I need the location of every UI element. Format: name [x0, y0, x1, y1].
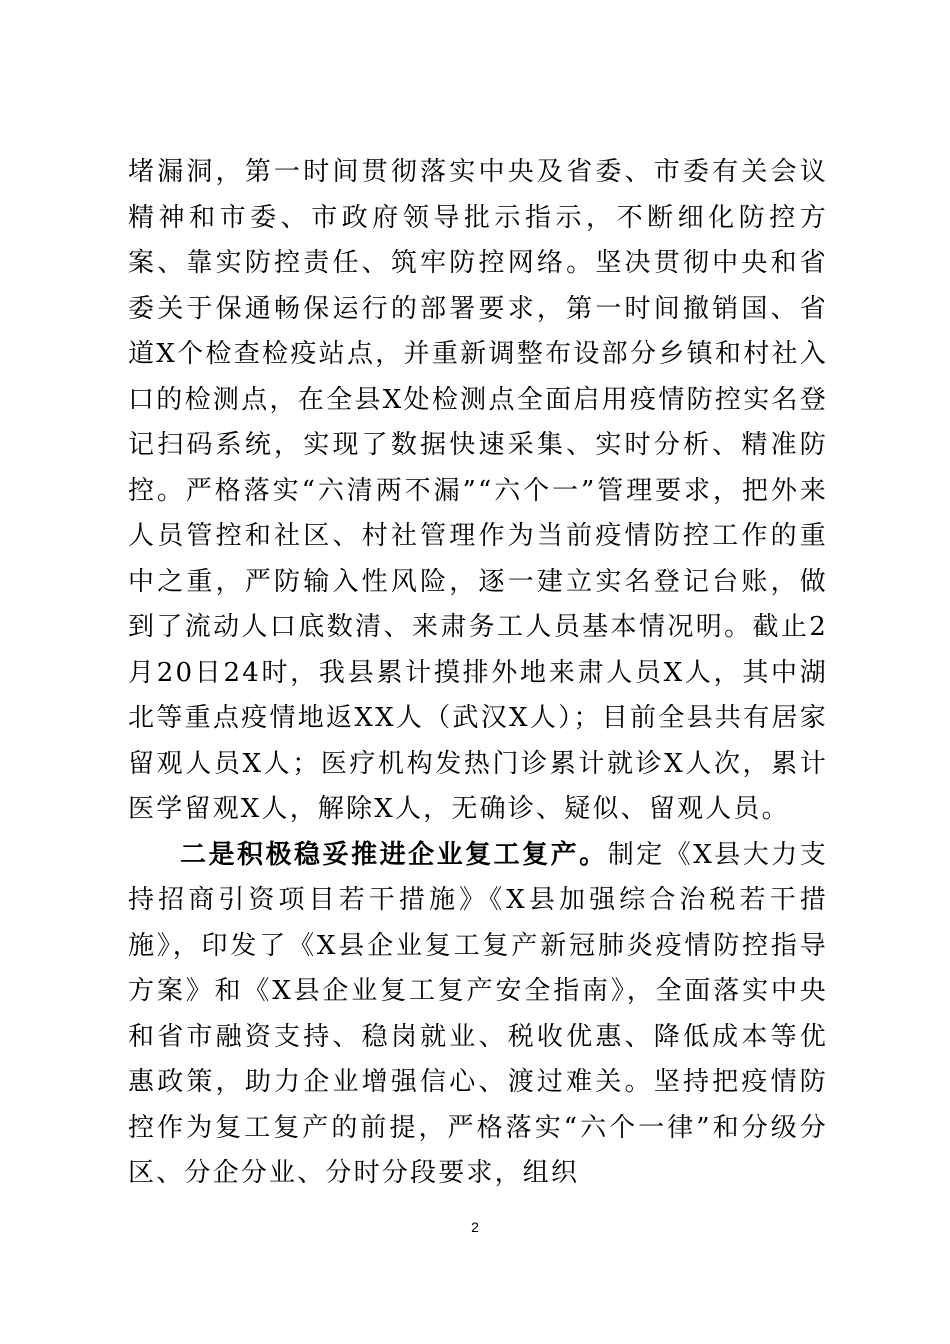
body-text — [128, 150, 828, 1197]
page-number: 2 — [471, 1219, 479, 1235]
paragraph-text: 制定《X县大力支持招商引资项目若干措施》《X县加强综合治税若干措施》，印发了《X县企业复工复产新冠肺炎疫情防控指导方案》和《X县企业复工复产安全指南》，全面落实中央和省市融资支持、稳岗就业、税收优惠、降低成本等优惠政策，助力企业增强信心、渡过难关。坚持把疫情防控作为复工复产的前提，严格落实“六个一律”和分级分区、分企分业、分时分段要求，组织 — [128, 839, 828, 1188]
paragraph-enterprise-resumption — [128, 833, 828, 1197]
paragraph-lead-heading: 二是积极稳妥推进企业复工复产。 — [180, 839, 608, 870]
paragraph-epidemic-control — [128, 150, 828, 833]
paragraph-text: 堵漏洞，第一时间贯彻落实中央及省委、市委有关会议精神和市委、市政府领导批示指示，不断细化防控方案、靠实防控责任、筑牢防控网络。坚决贯彻中央和省委关于保通畅保运行的部署要求，第一时间撤销国、省道X个检查检疫站点，并重新调整布设部分乡镇和村社入口的检测点，在全县X处检测点全面启用疫情防控实名登记扫码系统，实现了数据快速采集、实时分析、精准防控。严格落实“六清两不漏”“六个一”管理要求，把外来人员管控和社区、村社管理作为当前疫情防控工作的重中之重，严防输入性风险，逐一建立实名登记台账，做到了流动人口底数清、来肃务工人员基本情况明。截止2月20日24时，我县累计摸排外地来肃人员X人，其中湖北等重点疫情地返XX人（武汉X人）；目前全县共有居家留观人员X人；医疗机构发热门诊累计就诊X人次，累计医学留观X人，解除X人，无确诊、疑似、留观人员。 — [128, 157, 828, 824]
